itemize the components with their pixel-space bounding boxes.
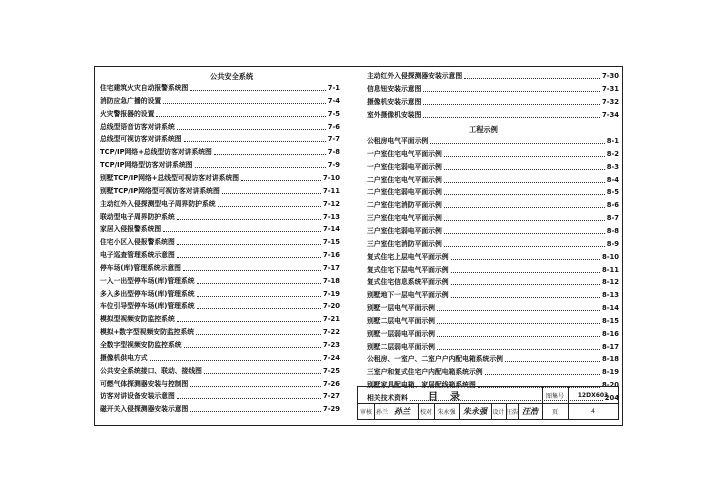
- toc-entry-title: 三户室住宅弱电平面示例: [367, 226, 442, 235]
- toc-entry-page: 8-17: [601, 342, 619, 351]
- toc-entry-page: 8-10: [601, 252, 619, 261]
- toc-entry-page: 7-16: [322, 251, 340, 260]
- designer-signature: 汪浩: [522, 405, 538, 416]
- toc-entry-page: 7-22: [322, 328, 340, 337]
- toc-entry-title: 全数字型视频安防监控系统: [100, 341, 182, 349]
- toc-entry: [367, 186, 619, 197]
- toc-entry: [100, 300, 340, 311]
- reviewer-label: 审核: [359, 408, 372, 416]
- toc-entry-title: 联动型电子周界防护系统: [100, 212, 175, 221]
- toc-entry: [367, 83, 619, 94]
- toc-entry-page: 7-19: [322, 289, 340, 298]
- section-heading-public-safety: 公共安全系统: [210, 72, 254, 81]
- dot-leader: [444, 207, 605, 208]
- dot-leader: [437, 323, 600, 324]
- toc-entry-page: 7-23: [322, 341, 340, 349]
- page-number: 4: [591, 407, 595, 415]
- dot-leader: [451, 297, 600, 298]
- section-heading-engineering-examples: 工程示例: [469, 125, 498, 134]
- toc-entry-title: 别墅地下一层电气平面示例: [367, 291, 449, 300]
- toc-entry: [367, 264, 619, 275]
- toc-entry-title: 停车场(库)管理系统示意图: [100, 263, 181, 272]
- toc-entry: [100, 159, 340, 170]
- toc-entry-page: 7-15: [322, 238, 340, 247]
- reviewer-name: 孙兰: [376, 408, 389, 416]
- dot-leader: [150, 360, 321, 361]
- toc-entry-page: 7-32: [601, 97, 619, 106]
- dot-leader: [163, 103, 326, 104]
- toc-entry-title: 总线型语音访客对讲系统: [100, 122, 175, 131]
- toc-entry-page: 7-9: [327, 161, 340, 170]
- designer-label: 设计: [492, 408, 505, 416]
- dot-leader: [423, 104, 600, 105]
- toc-entry-page: 8-6: [606, 201, 619, 210]
- toc-entry: [367, 328, 619, 339]
- toc-entry: [367, 251, 619, 262]
- toc-entry-title: 信息钮安装示意图: [367, 84, 422, 93]
- toc-frame: [94, 66, 623, 426]
- toc-entry-title: 复式住宅上层电气平面示例: [367, 252, 449, 261]
- dot-leader: [183, 270, 321, 271]
- toc-entry-title: 别墅家具配电箱、家居配线箱系统图: [367, 381, 476, 390]
- dot-leader: [184, 141, 326, 142]
- toc-entry: [367, 70, 619, 81]
- toc-entry-page: 8-15: [601, 316, 619, 325]
- dot-leader: [177, 244, 321, 245]
- toc-entry: [100, 198, 340, 209]
- toc-entry-page: 7-17: [322, 263, 340, 272]
- toc-entry: [367, 135, 619, 146]
- toc-entry: [367, 148, 619, 159]
- toc-entry: [367, 315, 619, 326]
- toc-entry-title: 公租房、一室户、二室户户内配电箱系统示例: [367, 355, 503, 364]
- toc-entry-page: 8-4: [606, 175, 619, 184]
- toc-entry-title: 别墅二层弱电平面示例: [367, 342, 435, 351]
- toc-entry-page: 204: [604, 394, 619, 402]
- dot-leader: [241, 180, 321, 181]
- toc-entry-page: 8-8: [606, 226, 619, 235]
- toc-entry-title: 复式住宅信息系统平面示例: [367, 278, 449, 287]
- toc-entry: [367, 289, 619, 300]
- toc-entry-page: 7-25: [322, 366, 340, 375]
- toc-entry-title: 二户室住宅弱电平面示例: [367, 188, 442, 197]
- toc-entry-page: 7-8: [327, 148, 340, 157]
- toc-entry: [100, 339, 340, 350]
- toc-entry-title: 消防应急广播的设置: [100, 96, 162, 105]
- toc-entry-title: 家居入侵报警系统图: [100, 225, 162, 234]
- toc-entry-page: 7-6: [327, 122, 340, 131]
- toc-entry-page: 7-11: [322, 186, 340, 195]
- toc-entry-page: 8-16: [601, 329, 619, 338]
- toc-entry-title: 别墅二层电气平面示例: [367, 316, 435, 325]
- toc-entry-title: 火灾警报器的设置: [100, 109, 155, 118]
- toc-entry-title: 二户室住宅电气平面示例: [367, 175, 442, 184]
- dot-leader: [184, 347, 321, 348]
- dot-leader: [444, 246, 605, 247]
- page-label: 页: [551, 408, 558, 416]
- dot-leader: [163, 231, 321, 232]
- toc-entry: [100, 390, 340, 401]
- toc-entry-page: 8-7: [606, 214, 619, 223]
- dot-leader: [190, 411, 321, 412]
- toc-entry-title: 三户室住宅电气平面示例: [367, 214, 442, 223]
- toc-entry-title: 别墅TCP/IP网络型可视访客对讲系统图: [100, 186, 220, 195]
- toc-entry: [367, 161, 619, 172]
- toc-entry: [100, 108, 340, 119]
- toc-entry: [367, 212, 619, 223]
- dot-leader: [464, 78, 600, 79]
- toc-entry: [100, 352, 340, 363]
- dot-leader: [444, 169, 605, 170]
- dot-leader: [444, 156, 605, 157]
- dot-leader: [156, 116, 325, 117]
- toc-entry-title: 住宅建筑火灾自动报警系统图: [100, 84, 189, 92]
- toc-entry-page: 7-20: [322, 302, 340, 311]
- checker-name: 朱永强: [437, 408, 456, 416]
- toc-entry-title: 复式住宅下层电气平面示例: [367, 265, 449, 274]
- toc-entry: [100, 236, 340, 247]
- toc-entry: [100, 82, 340, 93]
- toc-entry-title: 电子巡查管理系统示意图: [100, 251, 175, 260]
- title-block: [357, 386, 619, 420]
- dot-leader: [451, 272, 600, 273]
- designer-cell: [518, 403, 542, 419]
- checker-signature: 朱永强: [463, 405, 487, 416]
- toc-entry: [100, 262, 340, 273]
- dot-leader: [485, 374, 600, 375]
- toc-entry-title: 主动红外入侵探测器安装示意图: [367, 72, 463, 80]
- toc-entry-title: 公租房电气平面示例: [367, 137, 429, 145]
- dot-leader: [197, 296, 321, 297]
- toc-entry: [100, 365, 340, 376]
- dot-leader: [437, 336, 600, 337]
- dot-leader: [451, 284, 600, 285]
- toc-entry-page: 8-2: [606, 149, 619, 158]
- dot-leader: [437, 310, 600, 311]
- toc-entry: [100, 275, 340, 286]
- toc-entry-page: 8-3: [606, 162, 619, 171]
- dot-leader: [177, 257, 321, 258]
- dot-leader: [444, 220, 605, 221]
- toc-entry-page: 8-18: [601, 355, 619, 364]
- dot-leader: [444, 182, 605, 183]
- dot-leader: [197, 308, 321, 309]
- toc-entry-page: 8-20: [601, 381, 619, 390]
- checker-label: 校对: [419, 408, 432, 416]
- toc-entry-page: 7-30: [601, 72, 619, 80]
- toc-entry: [100, 249, 340, 260]
- toc-entry-page: 7-13: [322, 212, 340, 221]
- dot-leader: [204, 373, 321, 374]
- toc-entry-title: 一户室住宅弱电平面示例: [367, 162, 442, 171]
- toc-entry-title: 住宅小区入侵报警系统图: [100, 238, 175, 247]
- dot-leader: [190, 90, 325, 91]
- toc-entry: [367, 225, 619, 236]
- toc-entry-title: 三户室住宅消防平面示例: [367, 239, 442, 248]
- dot-leader: [197, 283, 321, 284]
- dot-leader: [423, 117, 600, 118]
- toc-entry: [100, 288, 340, 299]
- dot-leader: [222, 193, 321, 194]
- dot-leader: [196, 334, 321, 335]
- toc-entry-page: 7-21: [322, 315, 340, 324]
- toc-entry: [100, 121, 340, 132]
- toc-entry-page: 7-29: [322, 405, 340, 414]
- toc-entry: [367, 366, 619, 377]
- toc-entry-page: 8-14: [601, 304, 619, 313]
- toc-entry: [367, 174, 619, 185]
- toc-entry-page: 7-1: [327, 84, 340, 92]
- toc-entry: [367, 353, 619, 364]
- toc-entry-page: 7-10: [322, 173, 340, 182]
- toc-entry-title: TCP/IP网络型访客对讲系统图: [100, 161, 193, 170]
- toc-entry: [367, 302, 619, 313]
- toc-entry-title: 车位引导型停车场(库)管理系统: [100, 302, 195, 311]
- toc-entry: [367, 96, 619, 107]
- dot-leader: [195, 167, 326, 168]
- toc-entry-title: TCP/IP网络+总线型访客对讲系统图: [100, 148, 212, 157]
- toc-entry: [367, 199, 619, 210]
- toc-entry-page: 8-11: [601, 265, 619, 274]
- toc-entry-title: 别墅一层弱电平面示例: [367, 329, 435, 338]
- toc-entry: [100, 146, 340, 157]
- toc-entry-title: 主动红外入侵探测型电子周界防护系统: [100, 199, 216, 208]
- toc-entry-page: 8-9: [606, 239, 619, 248]
- toc-entry-page: 7-31: [601, 84, 619, 93]
- toc-entry-page: 8-19: [601, 368, 619, 377]
- toc-entry: [100, 403, 340, 414]
- atlas-number: 12DX603: [577, 391, 609, 399]
- reviewer-signature: 孙兰: [394, 405, 411, 416]
- toc-entry-title: 别墅一层电气平面示例: [367, 304, 435, 313]
- toc-entry-title: 多入多出型停车场(库)管理系统: [100, 289, 195, 298]
- toc-entry-title: 访客对讲设备安装示意图: [100, 392, 175, 401]
- toc-entry-title: 摄像机供电方式: [100, 353, 148, 362]
- dot-leader: [218, 206, 321, 207]
- toc-entry-title: 模拟+数字型视频安防监控系统: [100, 328, 195, 337]
- toc-entry: [100, 223, 340, 234]
- toc-entry-title: 总线型可视访客对讲系统图: [100, 135, 182, 144]
- dot-leader: [505, 361, 600, 362]
- toc-entry: [100, 172, 340, 183]
- toc-entry: [367, 109, 619, 120]
- toc-entry-title: 相关技术资料: [367, 394, 408, 402]
- dot-leader: [451, 259, 600, 260]
- dot-leader: [190, 386, 321, 387]
- toc-entry-page: 7-26: [322, 379, 340, 388]
- designer-name: 汪浩: [506, 408, 519, 416]
- toc-entry: [100, 133, 340, 144]
- toc-entry-page: 7-27: [322, 392, 340, 401]
- toc-entry-page: 7-12: [322, 199, 340, 208]
- toc-entry-page: 8-13: [601, 291, 619, 300]
- toc-entry-title: 磁开关入侵探测器安装示意图: [100, 405, 189, 414]
- toc-entry-page: 7-34: [601, 110, 619, 119]
- toc-entry: [367, 276, 619, 287]
- toc-entry-title: 一户室住宅电气平面示例: [367, 149, 442, 158]
- toc-entry: [367, 238, 619, 249]
- atlas-number-label: 图集号: [545, 392, 564, 400]
- toc-entry-title: 可燃气体探测器安装与控制图: [100, 379, 189, 388]
- dot-leader: [423, 91, 600, 92]
- toc-entry-title: 别墅TCP/IP网络+总线型可视访客对讲系统图: [100, 173, 240, 182]
- toc-entry-title: 一入一出型停车场(库)管理系统: [100, 276, 195, 285]
- toc-entry-title: 公共安全系统接口、联动、接线图: [100, 366, 202, 375]
- toc-entry-title: 室外摄像机安装图: [367, 110, 422, 119]
- toc-entry-page: 7-24: [322, 353, 340, 362]
- toc-entry-page: 8-5: [606, 188, 619, 197]
- dot-leader: [430, 143, 605, 144]
- dot-leader: [177, 398, 321, 399]
- dot-leader: [177, 129, 326, 130]
- dot-leader: [437, 349, 600, 350]
- toc-entry: [100, 313, 340, 324]
- toc-entry-title: 摄像机安装示意图: [367, 97, 422, 106]
- toc-entry-page: 7-7: [327, 135, 340, 144]
- dot-leader: [444, 233, 605, 234]
- toc-entry-page: 8-1: [606, 137, 619, 145]
- toc-entry: [100, 95, 340, 106]
- toc-entry-title: 二户室住宅消防平面示例: [367, 201, 442, 210]
- drawing-title: 目录: [428, 391, 472, 403]
- checker-cell: [459, 403, 491, 419]
- toc-entry-page: 8-12: [601, 278, 619, 287]
- toc-entry: [100, 185, 340, 196]
- dot-leader: [177, 321, 321, 322]
- toc-entry-title: 模拟型视频安防监控系统: [100, 315, 175, 324]
- toc-entry: [100, 211, 340, 222]
- toc-entry-page: 7-4: [327, 96, 340, 105]
- dot-leader: [444, 194, 605, 195]
- toc-entry: [100, 326, 340, 337]
- toc-entry: [100, 378, 340, 389]
- dot-leader: [177, 219, 321, 220]
- toc-entry-page: 7-18: [322, 276, 340, 285]
- toc-entry-page: 7-5: [327, 109, 340, 118]
- reviewer-cell: [374, 403, 418, 419]
- dot-leader: [214, 154, 326, 155]
- toc-entry-title: 三室户和复式住宅户内配电箱系统示例: [367, 368, 483, 377]
- toc-entry-page: 7-14: [322, 225, 340, 234]
- toc-entry: [367, 341, 619, 352]
